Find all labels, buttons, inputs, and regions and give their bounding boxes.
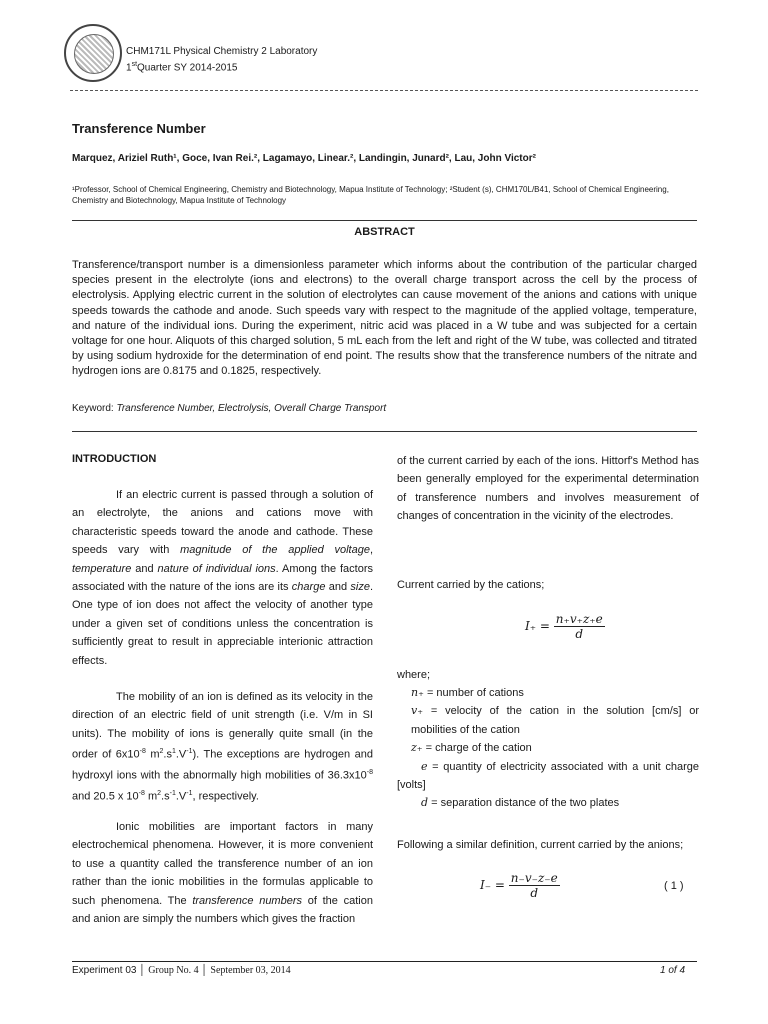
header-divider [70,90,698,91]
where-label: where; [397,669,431,681]
footer-rule [72,961,697,962]
intro-paragraph-2: The mobility of an ion is defined as its velocity in the direction of an electric field of unit strength (i.e. V/m in SI units). The mobility of ions is generally quite small (in the order of $6x10^{-8}$ $m^2.s^1.V^{-1}$). The exceptions are hydrogen and hydroxyl ions with the abnormally high mobilities of $36.3x10^{-8}$ and 20.5 x $10^{-8}$ $m^2.s^{-1}.V^{-1}$, respectively. [72,691,373,803]
keyword-list: Transference Number, Electrolysis, Overall Charge Transport [116,403,387,414]
abstract-text: Transference/transport number is a dimensionless parameter which informs about the contribution of the particular charged species present in the electrolyte (ions and electrons) to the overall charge transport across the cell by the process of electrolysis. Applying electric current in the solution of electrolytes can cause movement of the anions and cations with unique speeds towards the cathode and anode. Such speeds vary with respect to the magnitude of the applied voltage, temperature, and nature of the individual ions. During the experiment, nitric acid was placed in a W tube and was subjected for a certain voltage for one hour. Aliquots of this charged solution, 5 mL each from the left and right of the W tube, was collected and titrated by using sodium hydroxide for the determination of end point. The results show that the transference numbers of the nitrate and hydrogen ions are 0.8175 and 0.1825, respectively. [72,259,697,378]
course-header [126,45,317,74]
intro-paragraph-1: If an electric current is passed through a solution of an electrolyte, the anions and cations move with characteristic speeds toward the anode and cathode. These speeds vary with magnitude of the applied voltage, temperature and nature of individual ions. Among the factors associated with the nature of the ions are its charge and size. One type of ion does not affect the velocity of another type under a given set of conditions unless the concentration is sufficiently great to result in appreciable interionic attraction effects. [72,489,374,667]
abstract-top-rule [72,220,697,221]
cations-label: Current carried by the cations; [397,579,545,591]
definition-n: n₊ = number of cations [411,686,524,699]
quarter-line: 1stQuarter SY 2014-2015 [126,61,238,74]
footer-experiment: Experiment 03 [72,965,137,976]
definition-list [397,684,699,813]
equation-anion-current: I₋ = $\frac{n_-v_-z_-e}{d}$ [480,871,558,900]
keywords [72,403,386,414]
affiliation: ¹Professor, School of Chemical Engineering, Chemistry and Biotechnology, Mapua Institute of Technology; ²Student (s), CHM170L/B41, School of Chemical Engineering, Chemistry and Biotechnology, Mapua Institute of Technology [72,185,669,205]
definition-e: e = quantity of electricity associated with a unit charge [volts] [397,759,699,792]
abstract-heading: ABSTRACT [354,226,415,238]
footer-group: Group No. 4 [148,965,199,976]
keyword-label: Keyword: [72,403,114,414]
footer-info: Experiment 03 │ Group No. 4 │ September 03, 2014 [72,965,291,976]
university-seal-logo [64,24,122,82]
equation-cation-current: I₊ = $\frac{n_+v_+z_+e}{d}$ [525,612,603,641]
anions-label: Following a similar definition, current carried by the anions; [397,839,684,851]
definition-z: z₊ = charge of the cation [411,741,532,755]
introduction-heading: INTRODUCTION [72,453,157,465]
author-list: Marquez, Ariziel Ruth¹, Goce, Ivan Rei.², Lagamayo, Linear.², Landingin, Junard², Lau, John Victor² [72,153,536,164]
definition-d: d = separation distance of the two plates [421,796,620,810]
equation-number: ( 1 ) [664,880,684,892]
abstract-bottom-rule [72,431,697,432]
course-name: CHM171L Physical Chemistry 2 Laboratory [126,46,318,57]
paper-title: Transference Number [72,121,206,136]
definition-v: v₊ = velocity of the cation in the solution [cm/s] or mobilities of the cation [411,704,699,736]
intro-continuation: of the current carried by each of the ions. Hittorf's Method has been generally employed for the experimental determination of transference numbers and involves measurement of changes of concentration in the vicinity of the electrodes. [397,455,699,523]
intro-paragraph-3: Ionic mobilities are important factors in many electrochemical phenomena. However, it is more convenient to use a quantity called the transference number of an ion rather than the ionic mobilities in the formulas applicable to such phenomena. The transference numbers of the cation and anion are simply the numbers which gives the fraction [72,821,373,926]
footer-date: September 03, 2014 [210,965,291,976]
page-number: 1 of 4 [660,965,686,976]
